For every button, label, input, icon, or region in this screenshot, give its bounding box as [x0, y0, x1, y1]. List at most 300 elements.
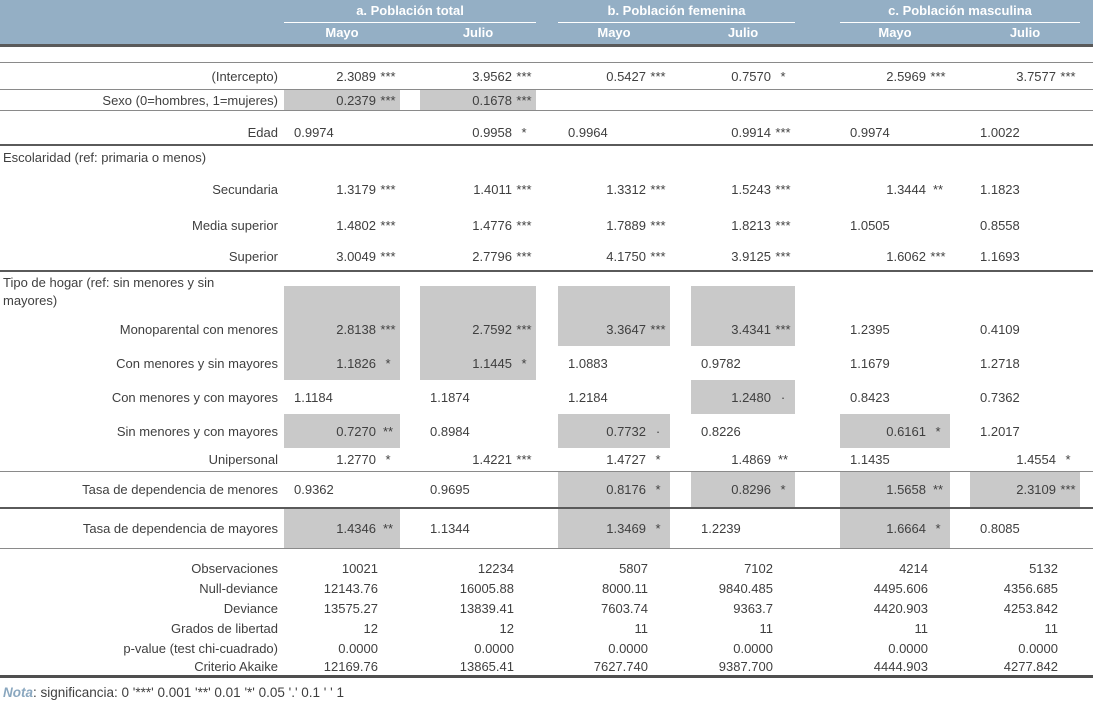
- significance-stars: ***: [775, 248, 791, 264]
- coef-value: 0.4109: [980, 321, 1020, 337]
- coef-cell: [970, 170, 1080, 208]
- stat-cell: [284, 658, 400, 675]
- stat-value: 4420.903: [873, 600, 928, 616]
- significance-stars: *: [935, 521, 941, 536]
- significance-stars: ***: [930, 248, 946, 264]
- significance-stars: *: [1065, 452, 1071, 467]
- month-header: Julio: [1009, 25, 1041, 40]
- coef-value: 0.6161: [886, 423, 926, 439]
- coef-cell: [840, 346, 950, 380]
- coef-cell: [284, 312, 400, 346]
- note-text: : significancia: 0 '***' 0.001 '**' 0.01 '*' 0.05 '.' 0.1 ' ' 1: [33, 685, 344, 700]
- stat-cell: [970, 638, 1080, 658]
- stat-value: 0.0000: [733, 640, 773, 656]
- coef-value: 1.3469: [606, 521, 646, 536]
- stat-cell: [420, 578, 536, 598]
- section-label: Escolaridad (ref: primaria o menos): [3, 150, 207, 166]
- coef-value: 2.3089: [336, 68, 376, 84]
- coef-value: 0.7362: [980, 389, 1020, 405]
- stat-value: 11: [634, 620, 648, 636]
- coef-cell: [420, 346, 536, 380]
- coef-value: 0.2379: [336, 92, 376, 108]
- coef-cell: [284, 120, 400, 144]
- stat-value: 9387.700: [718, 659, 773, 674]
- month-header: Mayo: [325, 25, 359, 40]
- stat-cell: [691, 578, 795, 598]
- significance-stars: ***: [516, 452, 532, 467]
- significance-stars: **: [777, 452, 789, 467]
- coef-cell: [840, 312, 950, 346]
- coef-value: 1.4346: [336, 521, 376, 536]
- stat-value: 0.0000: [608, 640, 648, 656]
- coef-value: 0.9695: [430, 482, 470, 497]
- stat-cell: [840, 558, 950, 578]
- significance-stars: *: [655, 521, 661, 536]
- table-header: [0, 0, 1093, 47]
- significance-stars: ***: [1060, 482, 1076, 497]
- stat-value: 12: [499, 620, 514, 636]
- coef-cell: [284, 448, 400, 471]
- coef-cell: [420, 414, 536, 448]
- coef-value: 1.4727: [606, 452, 646, 467]
- coef-value: 1.4011: [473, 181, 512, 197]
- row-label: Null-deviance: [199, 580, 278, 596]
- stat-value: 13839.41: [459, 600, 514, 616]
- significance-stars: **: [382, 521, 394, 536]
- significance-stars: ***: [380, 217, 396, 233]
- coef-value: 2.7592: [472, 321, 512, 337]
- stat-cell: [558, 598, 670, 618]
- row-label: Grados de libertad: [171, 620, 278, 636]
- coef-value: 0.8984: [430, 423, 470, 439]
- coef-value: 1.1693: [980, 248, 1020, 264]
- coef-value: 1.0505: [850, 217, 890, 233]
- significance-stars: **: [382, 423, 394, 439]
- stat-value: 5807: [619, 560, 648, 576]
- coef-cell: [970, 312, 1080, 346]
- row-label: (Intercepto): [211, 68, 278, 84]
- coef-value: 1.1874: [430, 389, 470, 405]
- coef-cell: [558, 242, 670, 270]
- significance-stars: ***: [380, 321, 396, 337]
- coef-cell: [420, 448, 536, 471]
- stat-cell: [284, 618, 400, 638]
- stat-cell: [420, 638, 536, 658]
- coef-cell: [840, 242, 950, 270]
- significance-stars: **: [932, 482, 944, 497]
- stat-value: 12169.76: [323, 659, 378, 674]
- coef-value: 0.9958: [472, 124, 512, 140]
- significance-stars: *: [385, 452, 391, 467]
- coef-value: 1.1184: [294, 389, 333, 405]
- significance-stars: ***: [775, 124, 791, 140]
- stat-cell: [691, 638, 795, 658]
- coef-cell: [284, 346, 400, 380]
- coef-cell: [420, 472, 536, 507]
- significance-stars: ***: [516, 321, 532, 337]
- section-label: Tipo de hogar (ref: sin menores y sin mayores): [3, 275, 215, 308]
- coef-cell: [284, 170, 400, 208]
- coef-value: 1.2395: [850, 321, 890, 337]
- stat-value: 12143.76: [323, 580, 378, 596]
- coef-cell: [970, 414, 1080, 448]
- coef-cell: [420, 90, 536, 110]
- coef-cell: [970, 346, 1080, 380]
- coef-value: 1.4869: [731, 452, 771, 467]
- coef-cell: [691, 380, 795, 414]
- significance-stars: ***: [775, 321, 791, 337]
- note: [0, 678, 1093, 700]
- stat-cell: [691, 618, 795, 638]
- stat-value: 11: [1044, 620, 1058, 636]
- coef-cell: [284, 63, 400, 89]
- stat-value: 8000.11: [601, 580, 648, 596]
- significance-stars: ***: [650, 321, 666, 337]
- coef-cell: [558, 63, 670, 89]
- coef-cell: [558, 380, 670, 414]
- stat-cell: [420, 658, 536, 675]
- coef-cell: [420, 509, 536, 548]
- coef-value: 0.9974: [850, 124, 890, 140]
- row-label: Observaciones: [191, 560, 278, 576]
- significance-stars: *: [780, 482, 786, 497]
- table-row: [0, 414, 1093, 448]
- row-label: Secundaria: [212, 181, 278, 197]
- table-row: [0, 618, 1093, 638]
- coef-value: 1.3312: [606, 181, 646, 197]
- coef-value: 1.3179: [336, 181, 376, 197]
- coef-cell: [284, 509, 400, 548]
- coef-value: 3.4341: [731, 321, 771, 337]
- coef-value: 0.1678: [472, 92, 512, 108]
- coef-cell: [558, 472, 670, 507]
- stat-cell: [284, 558, 400, 578]
- coef-cell: [840, 380, 950, 414]
- significance-stars: ***: [516, 181, 532, 197]
- significance-stars: ***: [650, 68, 666, 84]
- significance-stars: ***: [650, 181, 666, 197]
- row-label: Sin menores y con mayores: [116, 423, 278, 439]
- coef-cell: [558, 312, 670, 346]
- coef-cell: [284, 414, 400, 448]
- stat-value: 4253.842: [1003, 600, 1058, 616]
- significance-stars: ***: [775, 181, 791, 197]
- stat-value: 0.0000: [1018, 640, 1058, 656]
- stat-value: 9363.7: [733, 600, 773, 616]
- significance-stars: ·: [780, 389, 786, 405]
- row-label: Superior: [228, 248, 278, 264]
- table-row: [0, 380, 1093, 414]
- table-row: [0, 63, 1093, 90]
- coef-value: 1.4221: [472, 452, 512, 467]
- coef-cell: [558, 346, 670, 380]
- coef-value: 3.7577: [1016, 68, 1056, 84]
- significance-stars: ***: [650, 217, 666, 233]
- coef-cell: [284, 472, 400, 507]
- significance-stars: ***: [380, 68, 396, 84]
- stat-cell: [558, 658, 670, 675]
- stat-cell: [558, 618, 670, 638]
- coef-value: 4.1750: [606, 248, 646, 264]
- coef-cell: [840, 448, 950, 471]
- stat-value: 9840.485: [718, 580, 773, 596]
- coef-value: 2.7796: [472, 248, 512, 264]
- stat-cell: [420, 618, 536, 638]
- coef-cell: [420, 312, 536, 346]
- coef-cell: [970, 448, 1080, 471]
- coef-cell: [691, 170, 795, 208]
- stat-cell: [691, 598, 795, 618]
- coef-cell: [970, 472, 1080, 507]
- coef-cell: [558, 448, 670, 471]
- note-label: Nota: [3, 685, 33, 700]
- coef-cell: [420, 63, 536, 89]
- stat-cell: [970, 598, 1080, 618]
- coef-cell: [284, 380, 400, 414]
- coef-value: 1.6664: [886, 521, 926, 536]
- coef-cell: [420, 242, 536, 270]
- significance-stars: ***: [380, 181, 396, 197]
- coef-cell: [284, 90, 400, 110]
- coef-value: 1.2239: [701, 521, 741, 536]
- row-label: Criterio Akaike: [194, 659, 278, 674]
- coef-cell: [691, 63, 795, 89]
- coef-value: 1.1826: [336, 355, 376, 371]
- stat-cell: [420, 598, 536, 618]
- table-row: [0, 242, 1093, 272]
- coef-cell: [970, 90, 1080, 110]
- coef-value: 0.8085: [980, 521, 1020, 536]
- stat-cell: [970, 618, 1080, 638]
- stat-value: 5132: [1029, 560, 1058, 576]
- table-row: [0, 448, 1093, 472]
- coef-value: 0.8226: [701, 423, 741, 439]
- significance-stars: ***: [775, 217, 791, 233]
- coef-value: 0.9782: [701, 355, 741, 371]
- table-row: [0, 638, 1093, 658]
- coef-cell: [558, 170, 670, 208]
- coef-value: 1.1445: [472, 355, 512, 371]
- coef-cell: [691, 90, 795, 110]
- significance-stars: *: [521, 124, 527, 140]
- coef-cell: [840, 63, 950, 89]
- significance-stars: *: [935, 423, 941, 439]
- stat-value: 4356.685: [1003, 580, 1058, 596]
- coef-cell: [970, 380, 1080, 414]
- stat-cell: [840, 618, 950, 638]
- stat-cell: [420, 558, 536, 578]
- stat-cell: [691, 558, 795, 578]
- coef-value: 0.9964: [568, 124, 608, 140]
- coef-value: 0.9362: [294, 482, 334, 497]
- coef-value: 2.3109: [1016, 482, 1056, 497]
- coef-value: 0.8296: [731, 482, 771, 497]
- coef-cell: [691, 414, 795, 448]
- significance-stars: *: [780, 68, 786, 84]
- significance-stars: *: [521, 355, 527, 371]
- spacer-row: [0, 47, 1093, 63]
- significance-stars: ·: [655, 423, 661, 439]
- significance-stars: ***: [1060, 68, 1076, 84]
- coef-cell: [284, 208, 400, 242]
- table-body: [0, 47, 1093, 678]
- coef-cell: [970, 509, 1080, 548]
- stat-value: 11: [914, 620, 928, 636]
- group-header-c: c. Población masculina: [840, 3, 1080, 23]
- coef-value: 0.5427: [606, 68, 646, 84]
- table-row: [0, 578, 1093, 598]
- coef-cell: [840, 170, 950, 208]
- coef-cell: [970, 120, 1080, 144]
- stat-cell: [840, 578, 950, 598]
- coef-cell: [840, 472, 950, 507]
- stat-value: 7627.740: [593, 659, 648, 674]
- coef-cell: [840, 509, 950, 548]
- stat-cell: [970, 558, 1080, 578]
- table-row: [0, 658, 1093, 678]
- month-header: Julio: [462, 25, 494, 40]
- coef-cell: [840, 414, 950, 448]
- coef-cell: [558, 509, 670, 548]
- row-label: p-value (test chi-cuadrado): [123, 640, 278, 656]
- stat-value: 10021: [341, 560, 378, 576]
- significance-stars: ***: [516, 217, 532, 233]
- coef-value: 1.4554: [1016, 452, 1056, 467]
- coef-value: 0.9974: [294, 124, 334, 140]
- significance-stars: ***: [380, 92, 396, 108]
- coef-cell: [840, 208, 950, 242]
- stat-value: 0.0000: [338, 640, 378, 656]
- coef-cell: [840, 90, 950, 110]
- coef-cell: [284, 242, 400, 270]
- spacer-row: [0, 549, 1093, 558]
- coef-cell: [558, 90, 670, 110]
- coef-cell: [970, 63, 1080, 89]
- row-label: Tasa de dependencia de mayores: [82, 521, 278, 536]
- coef-cell: [691, 312, 795, 346]
- stat-value: 4214: [899, 560, 928, 576]
- coef-value: 0.8176: [606, 482, 646, 497]
- significance-stars: *: [385, 355, 391, 371]
- coef-value: 1.1823: [980, 181, 1020, 197]
- coef-value: 1.1435: [850, 452, 890, 467]
- coef-value: 0.9914: [731, 124, 771, 140]
- stat-value: 4495.606: [873, 580, 928, 596]
- coef-value: 0.7270: [336, 423, 376, 439]
- coef-cell: [420, 380, 536, 414]
- table-row: [0, 170, 1093, 208]
- coef-value: 1.3444: [886, 181, 926, 197]
- row-label: Unipersonal: [208, 452, 278, 467]
- stat-value: 7603.74: [601, 600, 648, 616]
- stat-value: 16005.88: [459, 580, 514, 596]
- coef-cell: [420, 208, 536, 242]
- stat-value: 0.0000: [474, 640, 514, 656]
- stat-cell: [970, 658, 1080, 675]
- coef-value: 1.2770: [336, 452, 376, 467]
- coef-value: 1.2017: [980, 423, 1020, 439]
- coef-value: 0.7570: [731, 68, 771, 84]
- stat-cell: [691, 658, 795, 675]
- coef-value: 3.0049: [336, 248, 376, 264]
- coef-cell: [691, 509, 795, 548]
- significance-stars: ***: [516, 68, 532, 84]
- coef-cell: [691, 472, 795, 507]
- coef-value: 1.2718: [980, 355, 1020, 371]
- stat-cell: [284, 578, 400, 598]
- coef-cell: [691, 120, 795, 144]
- coef-cell: [558, 120, 670, 144]
- coef-value: 0.8558: [980, 217, 1020, 233]
- coef-cell: [420, 170, 536, 208]
- coef-value: 0.7732: [606, 423, 646, 439]
- coef-value: 1.7889: [606, 217, 646, 233]
- coef-value: 1.2184: [568, 389, 608, 405]
- month-header: Mayo: [597, 25, 631, 40]
- table-row: [0, 509, 1093, 549]
- table-row: [0, 472, 1093, 509]
- section-row: [0, 272, 1093, 312]
- coef-cell: [558, 208, 670, 242]
- stat-cell: [284, 638, 400, 658]
- coef-cell: [691, 448, 795, 471]
- table-row: [0, 90, 1093, 111]
- coef-value: 3.3647: [606, 321, 646, 337]
- month-header: Mayo: [878, 25, 912, 40]
- coef-value: 1.4802: [336, 217, 376, 233]
- significance-stars: *: [655, 482, 661, 497]
- coef-cell: [840, 120, 950, 144]
- coef-cell: [420, 120, 536, 144]
- row-label: Edad: [247, 124, 278, 140]
- stat-value: 0.0000: [888, 640, 928, 656]
- coef-value: 1.8213: [731, 217, 771, 233]
- significance-stars: ***: [650, 248, 666, 264]
- coef-value: 1.5658: [886, 482, 926, 497]
- coef-value: 1.1679: [850, 355, 890, 371]
- coef-value: 1.1344: [430, 521, 470, 536]
- stat-value: 4444.903: [873, 659, 928, 674]
- coef-value: 1.4776: [472, 217, 512, 233]
- stat-value: 12: [363, 620, 378, 636]
- coef-cell: [691, 208, 795, 242]
- stat-cell: [840, 658, 950, 675]
- coef-value: 3.9562: [472, 68, 512, 84]
- table-row: [0, 312, 1093, 346]
- stat-value: 12234: [477, 560, 514, 576]
- coef-value: 3.9125: [731, 248, 771, 264]
- significance-stars: ***: [516, 92, 532, 108]
- spacer-row: [0, 111, 1093, 120]
- row-label: Con menores y con mayores: [111, 389, 278, 405]
- stat-cell: [558, 578, 670, 598]
- table-row: [0, 558, 1093, 578]
- coef-value: 1.5243: [731, 181, 771, 197]
- coef-value: 0.8423: [850, 389, 890, 405]
- row-label: Media superior: [192, 217, 278, 233]
- row-label: Sexo (0=hombres, 1=mujeres): [102, 92, 278, 108]
- stat-value: 4277.842: [1003, 659, 1058, 674]
- significance-stars: **: [932, 181, 944, 197]
- coef-cell: [691, 346, 795, 380]
- group-header-b: b. Población femenina: [558, 3, 795, 23]
- coef-value: 1.6062: [886, 248, 926, 264]
- stat-cell: [558, 558, 670, 578]
- month-header: Julio: [727, 25, 759, 40]
- coef-value: 1.0022: [980, 124, 1020, 140]
- row-label: Monoparental con menores: [119, 321, 278, 337]
- coef-cell: [558, 414, 670, 448]
